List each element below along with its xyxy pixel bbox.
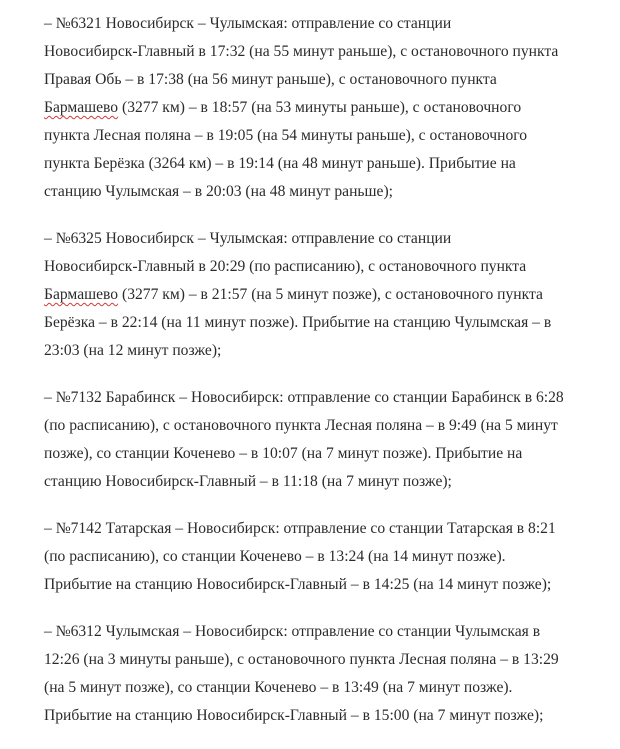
text-line: станцию Чулымская – в 20:03 (на 48 минут раньше); [44, 183, 393, 200]
text-line: – №7142 Татарская – Новосибирск: отправление со станции Татарская в 8:21 [44, 520, 556, 537]
text-line: (по расписанию), с остановочного пункта Лесная поляна – в 9:49 (на 5 минут [44, 417, 558, 434]
text-line: станцию Новосибирск-Главный – в 11:18 (на 7 минут позже); [44, 473, 452, 490]
text-line: (по расписанию), со станции Коченево – в 13:24 (на 14 минут позже). [44, 548, 506, 565]
text-line: Прибытие на станцию Новосибирск-Главный – в 14:25 (на 14 минут позже); [44, 576, 552, 593]
schedule-paragraph-6312 [44, 618, 604, 730]
text-line: Новосибирск-Главный в 20:29 (по расписанию), с остановочного пункта [44, 258, 527, 275]
text-line: пункта Берёзка (3264 км) – в 19:14 (на 48 минут раньше). Прибытие на [44, 155, 516, 172]
text-line: – №7132 Барабинск – Новосибирск: отправление со станции Барабинск в 6:28 [44, 389, 564, 406]
text-line: 12:26 (на 3 минуты раньше), с остановочного пункта Лесная поляна – в 13:29 [44, 651, 559, 668]
text-line: Правая Обь – в 17:38 (на 56 минут раньше), с остановочного пункта [44, 71, 497, 88]
text-line: Прибытие на станцию Новосибирск-Главный – в 15:00 (на 7 минут позже); [44, 707, 544, 724]
text-line: – №6312 Чулымская – Новосибирск: отправление со станции Чулымская в [44, 623, 541, 640]
text-line [44, 94, 604, 122]
schedule-paragraph-6325 [44, 225, 604, 365]
misspelled-word[interactable]: Бармашево [44, 99, 119, 116]
misspelled-word[interactable]: Бармашево [44, 286, 119, 303]
text-fragment: (3277 км) – в 18:57 (на 53 минуты раньше), с остановочного [118, 99, 522, 116]
text-line: (на 5 минут позже), со станции Коченево – в 13:49 (на 7 минут позже). [44, 679, 513, 696]
text-line [44, 281, 604, 309]
text-line: 23:03 (на 12 минут позже); [44, 342, 222, 359]
text-line: – №6325 Новосибирск – Чулымская: отправление со станции [44, 230, 452, 247]
document-body [44, 10, 604, 749]
schedule-paragraph-7132 [44, 384, 604, 496]
text-line: позже), со станции Коченево – в 10:07 (на 7 минут позже). Прибытие на [44, 445, 523, 462]
schedule-paragraph-7142 [44, 515, 604, 599]
schedule-paragraph-6321 [44, 10, 604, 206]
text-line: пункта Лесная поляна – в 19:05 (на 54 минуты раньше), с остановочного [44, 127, 528, 144]
text-fragment: (3277 км) – в 21:57 (на 5 минут позже), с остановочного пункта [118, 286, 543, 303]
text-line: Берёзка – в 22:14 (на 11 минут позже). Прибытие на станцию Чулымская – в [44, 314, 552, 331]
text-line: Новосибирск-Главный в 17:32 (на 55 минут раньше), с остановочного пункта [44, 43, 559, 60]
text-line: – №6321 Новосибирск – Чулымская: отправление со станции [44, 15, 452, 32]
